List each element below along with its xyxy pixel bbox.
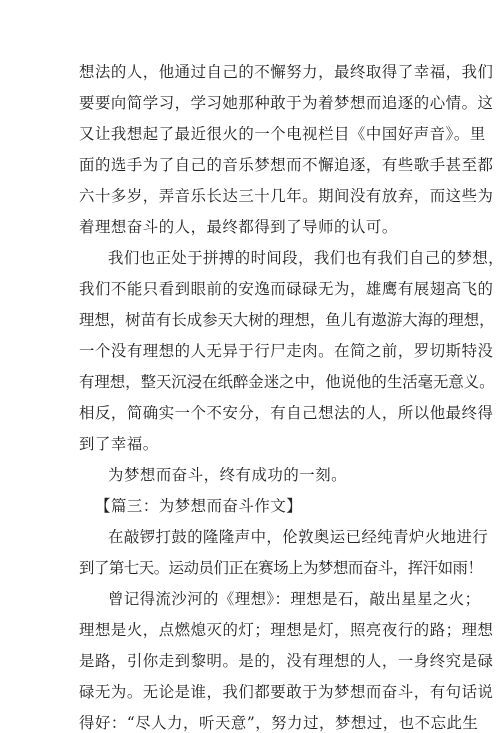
text-line-5: 六十多岁，弄音乐长达三十几年。期间没有放弃，而这些为	[79, 187, 494, 205]
text-line-18: 曾记得流沙河的《理想》：理想是石，敲出星星之火；	[108, 590, 481, 608]
text-line-3: 又让我想起了最近很火的一个电视栏目《中国好声音》。里	[79, 125, 486, 143]
section-heading: 【篇三：为梦想而奋斗作文】	[95, 497, 303, 515]
text-line-9: 理想，树苗有长成参天大树的理想，鱼儿有遨游大海的理想，	[79, 311, 495, 329]
text-line-2: 要要向简学习，学习她那种敢于为着梦想而追逐的心情。这	[79, 94, 494, 112]
text-line-1: 想法的人，他通过自己的不懈努力，最终取得了幸福，我们	[79, 63, 494, 81]
text-line-10: 一个没有理想的人无异于行尸走肉。在简之前，罗切斯特没	[79, 342, 494, 360]
text-line-21: 碌无为。无论是谁，我们都要敢于为梦想而奋斗，有句话说	[79, 683, 494, 701]
text-line-12: 相反，简确实一个不安分，有自己想法的人，所以他最终得	[79, 404, 494, 422]
text-line-8: 我们不能只看到眼前的安逸而碌碌无为，雄鹰有展翅高飞的	[79, 280, 494, 298]
text-line-7: 我们也正处于拼搏的时间段，我们也有我们自己的梦想，	[108, 249, 504, 267]
text-line-22: 得好：“尽人力，听天意”，努力过，梦想过，也不忘此生	[79, 714, 479, 732]
text-line-6: 着理想奋斗的人，最终都得到了导师的认可。	[79, 218, 398, 236]
text-line-13: 到了幸福。	[79, 435, 159, 453]
text-line-20: 是路，引你走到黎明。是的，没有理想的人，一身终究是碌	[79, 652, 494, 670]
text-line-14: 为梦想而奋斗，终有成功的一刻。	[108, 466, 348, 484]
text-line-17: 到了第七天。运动员们正在赛场上为梦想而奋斗，挥汗如雨！	[79, 559, 483, 577]
text-line-16: 在敲锣打鼓的隆隆声中，伦敦奥运已经纯青炉火地进行	[108, 528, 489, 546]
text-line-11: 有理想，整天沉浸在纸醉金迷之中，他说他的生活毫无意义。	[79, 373, 495, 391]
text-line-19: 理想是火，点燃熄灭的灯；理想是灯，照亮夜行的路；理想	[79, 621, 494, 639]
text-line-4: 面的选手为了自己的音乐梦想而不懈追逐，有些歌手甚至都	[79, 156, 494, 174]
